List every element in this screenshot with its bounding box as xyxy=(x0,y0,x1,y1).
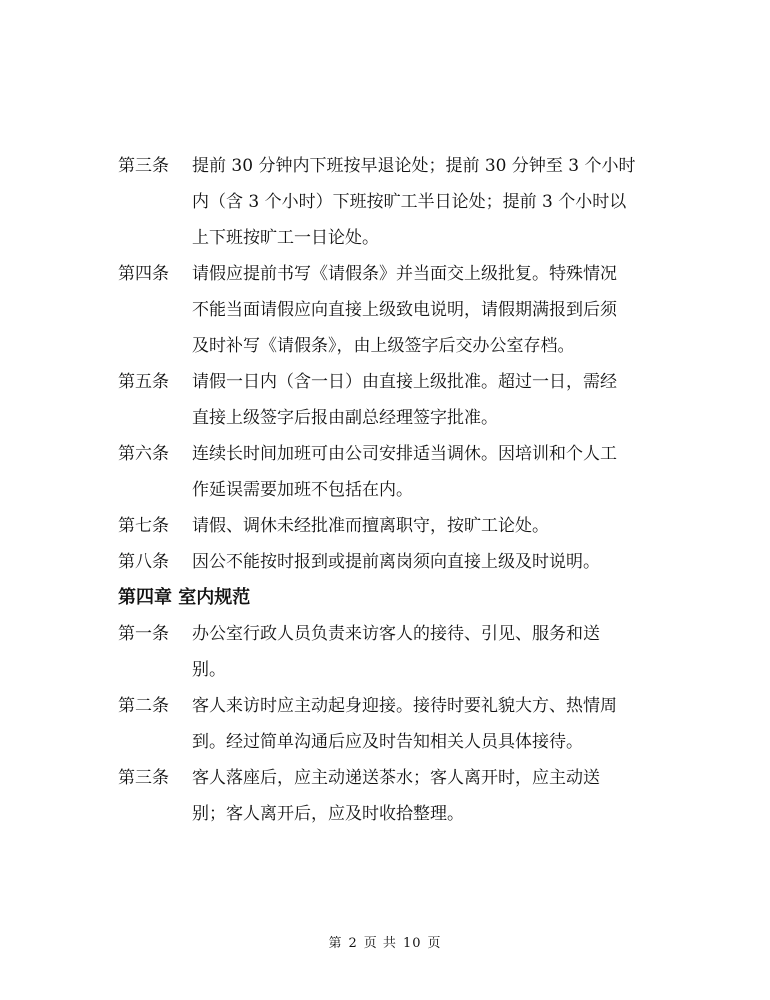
article-text-line: 客人来访时应主动起身迎接。接待时要礼貌大方、热情周 xyxy=(192,696,617,716)
footer-suffix: 页 xyxy=(427,936,442,951)
article xyxy=(118,364,663,436)
article-number: 第六条 xyxy=(118,444,169,464)
footer-total-pages: 10 xyxy=(402,936,422,951)
article xyxy=(118,256,663,364)
article-number: 第三条 xyxy=(118,156,169,176)
article xyxy=(118,616,663,688)
article-text-line: 提前 30 分钟内下班按早退论处；提前 30 分钟至 3 个小时 xyxy=(192,156,636,176)
article-number: 第一条 xyxy=(118,624,169,644)
article xyxy=(118,760,663,832)
article-text-line: 直接上级签字后报由副总经理签字批准。 xyxy=(192,408,498,428)
article-text-line: 请假、调休未经批准而擅离职守，按旷工论处。 xyxy=(192,516,549,536)
article-number: 第五条 xyxy=(118,372,169,392)
article-text-line: 客人落座后，应主动递送茶水；客人离开时，应主动送 xyxy=(192,768,600,788)
office-rules-articles xyxy=(118,616,663,832)
article-text-line: 内（含 3 个小时）下班按旷工半日论处；提前 3 个小时以 xyxy=(192,192,627,212)
article-text-line: 因公不能按时报到或提前离岗须向直接上级及时说明。 xyxy=(192,552,600,572)
article-text xyxy=(192,436,663,508)
article-text-line: 请假一日内（含一日）由直接上级批准。超过一日，需经 xyxy=(192,372,617,392)
article xyxy=(118,436,663,508)
article-text-line: 办公室行政人员负责来访客人的接待、引见、服务和送 xyxy=(192,624,600,644)
attendance-articles xyxy=(118,148,663,580)
article-text-line: 作延误需要加班不包括在内。 xyxy=(192,480,413,500)
article-text-line: 请假应提前书写《请假条》并当面交上级批复。特殊情况 xyxy=(192,264,617,284)
article-text xyxy=(192,544,663,580)
article-text-line: 连续长时间加班可由公司安排适当调休。因培训和个人工 xyxy=(192,444,617,464)
article xyxy=(118,148,663,256)
article xyxy=(118,544,663,580)
article-text-line: 不能当面请假应向直接上级致电说明，请假期满报到后须 xyxy=(192,300,617,320)
footer-prefix: 第 xyxy=(328,936,343,951)
footer-middle: 页 共 xyxy=(363,936,397,951)
article-number: 第八条 xyxy=(118,552,169,572)
chapter-heading: 第四章 室内规范 xyxy=(118,587,251,608)
page-footer xyxy=(0,932,770,951)
article-number: 第二条 xyxy=(118,696,169,716)
article-text-line: 上下班按旷工一日论处。 xyxy=(192,228,379,248)
article-text-line: 到。经过简单沟通后应及时告知相关人员具体接待。 xyxy=(192,732,583,752)
article-text xyxy=(192,364,663,436)
footer-current-page: 2 xyxy=(348,936,358,951)
article xyxy=(118,508,663,544)
article-text xyxy=(192,508,663,544)
article xyxy=(118,688,663,760)
article-text-line: 别。 xyxy=(192,660,226,680)
article-number: 第七条 xyxy=(118,516,169,536)
article-number: 第三条 xyxy=(118,768,169,788)
article-text xyxy=(192,148,663,256)
article-text xyxy=(192,256,663,364)
article-text xyxy=(192,760,663,832)
article-text xyxy=(192,688,663,760)
article-text-line: 及时补写《请假条》，由上级签字后交办公室存档。 xyxy=(192,336,575,356)
article-text-line: 别；客人离开后，应及时收拾整理。 xyxy=(192,804,464,824)
article-number: 第四条 xyxy=(118,264,169,284)
article-text xyxy=(192,616,663,688)
document-body xyxy=(118,148,663,832)
